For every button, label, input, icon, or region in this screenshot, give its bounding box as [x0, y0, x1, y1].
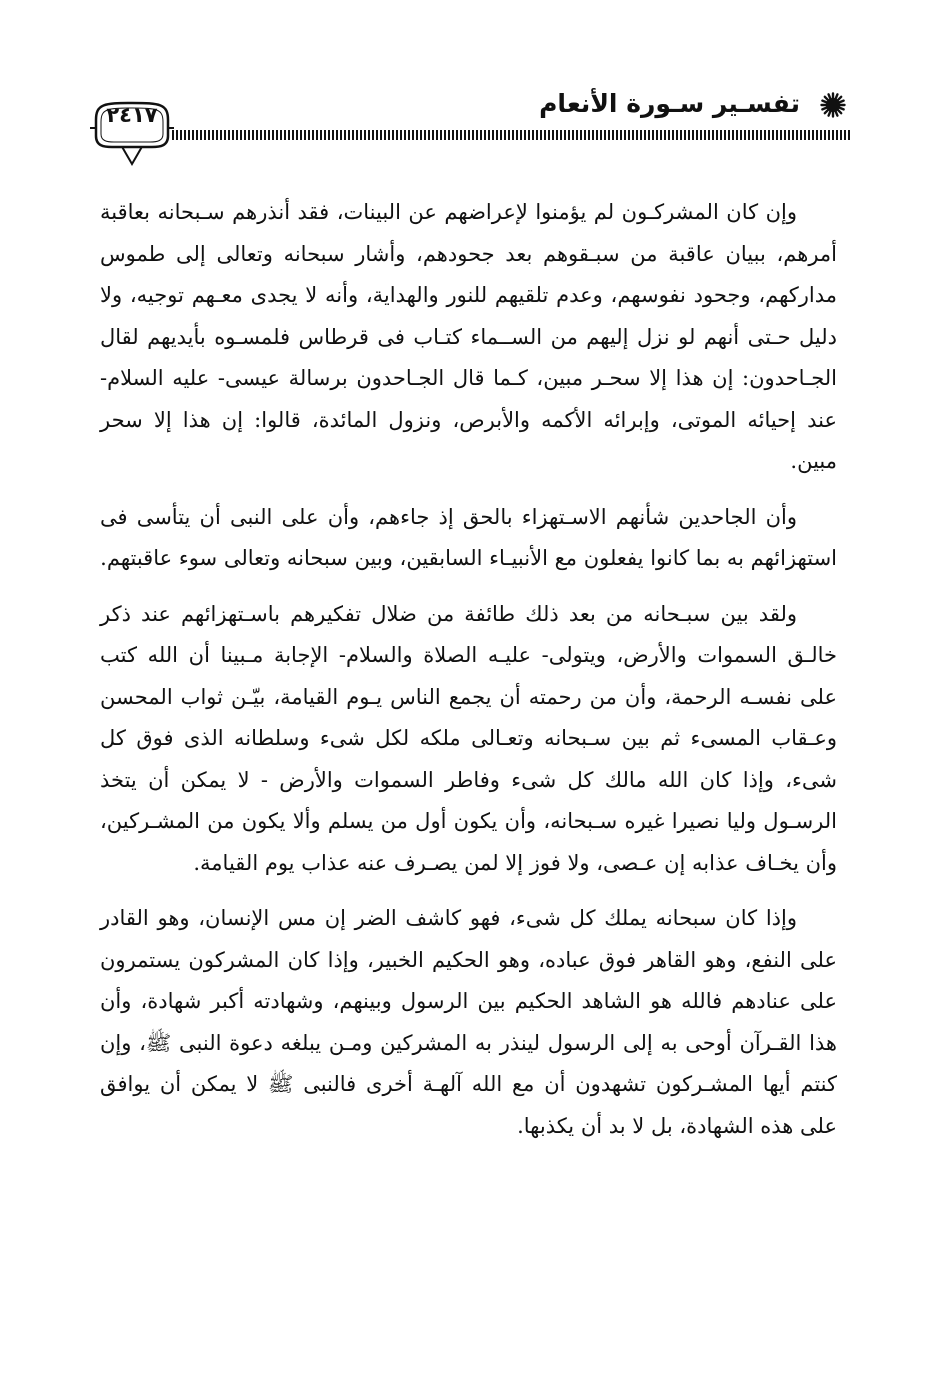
paragraph-4: وإذا كان سبحانه يملك كل شىء، فهو كاشف الضر إن مس الإنسان، وهو القادر على النفع، وهو القاهر فوق عباده، وهو الحكيم الخبير، وإذا كان المشركون يستمرون على عنادهم فالله هو الشاهد الحكيم بين الرسول وبينهم، وشهادته أكبر شهادة، وأن هذا القـرآن أوحى به إلى الرسول لينذر به المشركين ومـن يبلغه دعوة النبى ﷺ، وإن كنتم أيها المشـركون تشهدون أن مع الله آلهـة أخرى فالنبى ﷺ لا يمكن أن يوافق على هذه الشهادة، بل لا بد أن يكذبها. — [100, 906, 837, 1138]
paragraph-3: ولقد بين سبـحانه من بعد ذلك طائفة من ضلال تفكيرهم باسـتهزائهم عند ذكر خالـق السموات والأرض، ويتولى- عليـه الصلاة والسلام- الإجابة مـبينا أن الله كتب على نفسـه الرحمة، وأن من رحمته أن يجمع الناس يـوم القيامة، بيّـن ثواب المحسن وعـقاب المسىء ثم بين سـبحانه وتعـالى ملكه لكل شىء وسلطانه الذى فوق كل شىء، وإذا كان الله مالك كل شىء وفاطر السموات والأرض - لا يمكن أن يتخذ الرسـول وليا نصيرا غيره سـبحانه، وأن يكون أول من يسلم وألا يكون من المشـركين، وأن يخـاف عذابه إن عـصى، ولا فوز إلا لمن يصـرف عنه عذاب يوم القيامة. — [100, 601, 837, 875]
page-number: ٢٤١٧ — [106, 103, 158, 127]
running-title: تفسـير سـورة الأنعام — [539, 89, 800, 118]
paragraph-1: وإن كان المشركـون لم يؤمنوا لإعراضهم عن البينات، فقد أنذرهم سـبحانه بعاقبة أمرهم، ببيان عاقبة من سبـقوهم بعد جحودهم، وأشار سبحانه وتعالى إلى طموس مداركهم، وجحود نفوسهم، وعدم تلقيهم للنور والهداية، وأنه لا يجدى معـهم توجيه، ولا دليل حـتى أنهم لو نزل إليهم من الســماء كتـاب فى قرطاس فلمسـوه بأيديهم لقال الجـاحدون: إن هذا إلا سحـر مبين، كـما قال الجـاحدون برسالة عيسى- عليه السلام- عند إحيائه الموتى، وإبرائه الأكمه والأبرص، ونزول المائدة، قالوا: إن هذا إلا سحر مبين. — [100, 200, 837, 473]
sunburst-ornament-icon — [820, 92, 846, 118]
header-rule — [172, 130, 850, 140]
page-header — [90, 84, 860, 169]
paragraph-2: وأن الجاحدين شأنهم الاسـتهزاء بالحق إذ جاءهم، وأن على النبى أن يتأسى فى استهزائهم به بما كانوا يفعلون مع الأنبيـاء السابقين، وبين سبحانه وتعالى سوء عاقبتهم. — [100, 504, 837, 570]
body-text — [100, 192, 837, 1161]
